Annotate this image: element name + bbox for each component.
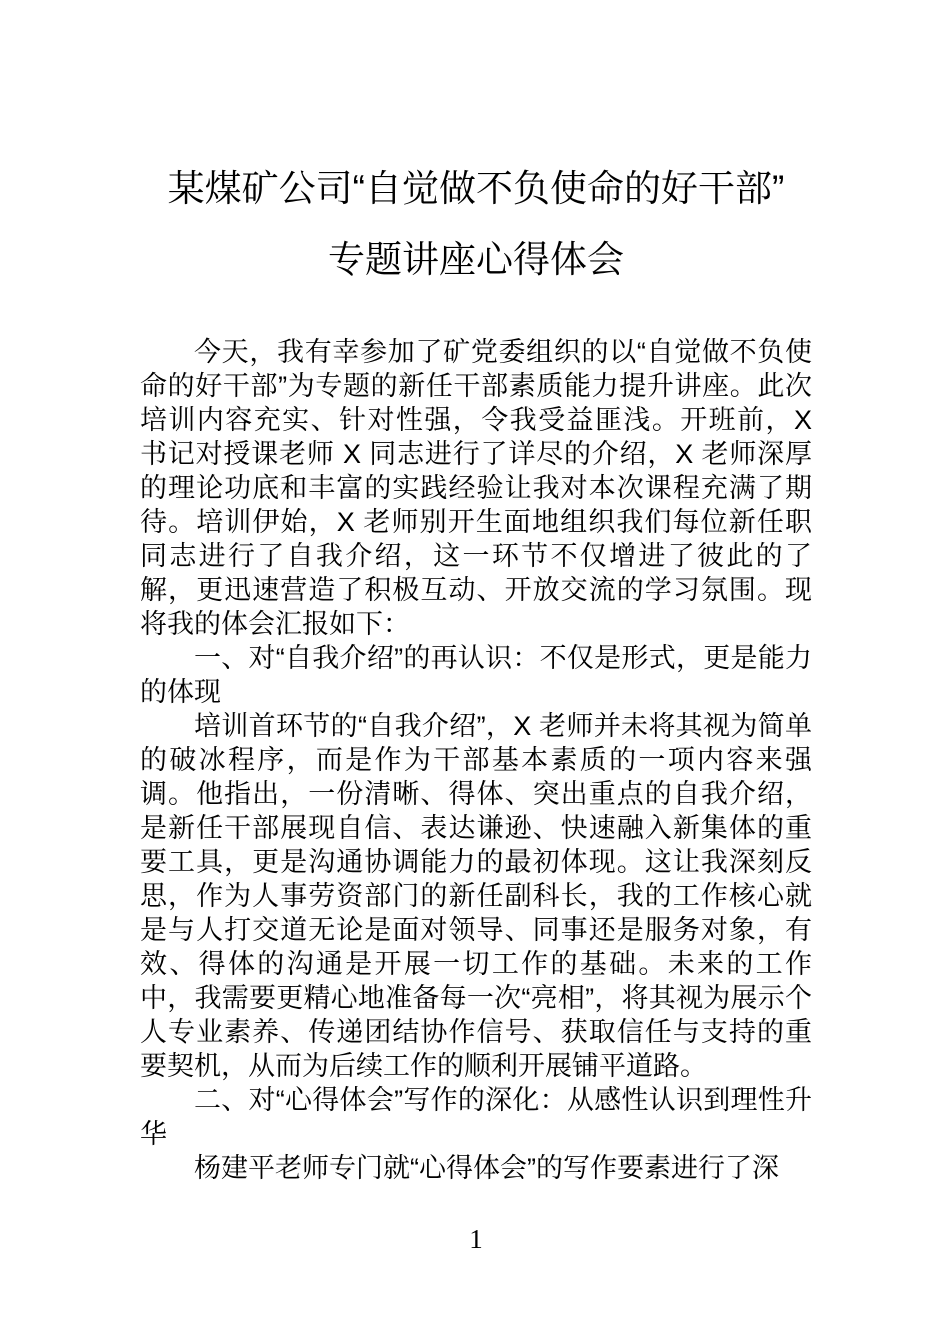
page-number: 1 [469,1224,483,1254]
paragraph: 今天，我有幸参加了矿党委组织的以“自觉做不负使命的好干部”为专题的新任干部素质能力提升讲座。此次培训内容充实、针对性强，令我受益匪浅。开班前，X 书记对授课老师 X 同志进行了详尽的介绍，X 老师深厚的理论功底和丰富的实践经验让我对本次课程充满了期待。培训伊始，X 老师别开生面地组织我们每位新任职同志进行了自我介绍，这一环节不仅增进了彼此的了解，更迅速营造了积极互动、开放交流的学习氛围。现将我的体会汇报如下： [140,337,812,639]
section-heading: 一、对“自我介绍”的再认识：不仅是形式，更是能力的体现 [140,643,812,707]
document-title-line-2: 专题讲座心得体会 [328,239,624,280]
document-title [140,166,812,283]
document-title-line-1: 某煤矿公司“自觉做不负使命的好干部” [167,168,785,209]
document-body [140,335,812,1185]
paragraph: 杨建平老师专门就“心得体会”的写作要素进行了深 [194,1153,779,1183]
paragraph: 培训首环节的“自我介绍”，X 老师并未将其视为简单的破冰程序，而是作为干部基本素质的一项内容来强调。他指出，一份清晰、得体、突出重点的自我介绍，是新任干部展现自信、表达谦逊、快速融入新集体的重要工具，更是沟通协调能力的最初体现。这让我深刻反思，作为人事劳资部门的新任副科长，我的工作核心就是与人打交道无论是面对领导、同事还是服务对象，有效、得体的沟通是开展一切工作的基础。未来的工作中，我需要更精心地准备每一次“亮相”，将其视为展示个人专业素养、传递团结协作信号、获取信任与支持的重要契机，从而为后续工作的顺利开展铺平道路。 [140,711,812,1081]
section-heading: 二、对“心得体会”写作的深化：从感性认识到理性升华 [140,1085,812,1149]
